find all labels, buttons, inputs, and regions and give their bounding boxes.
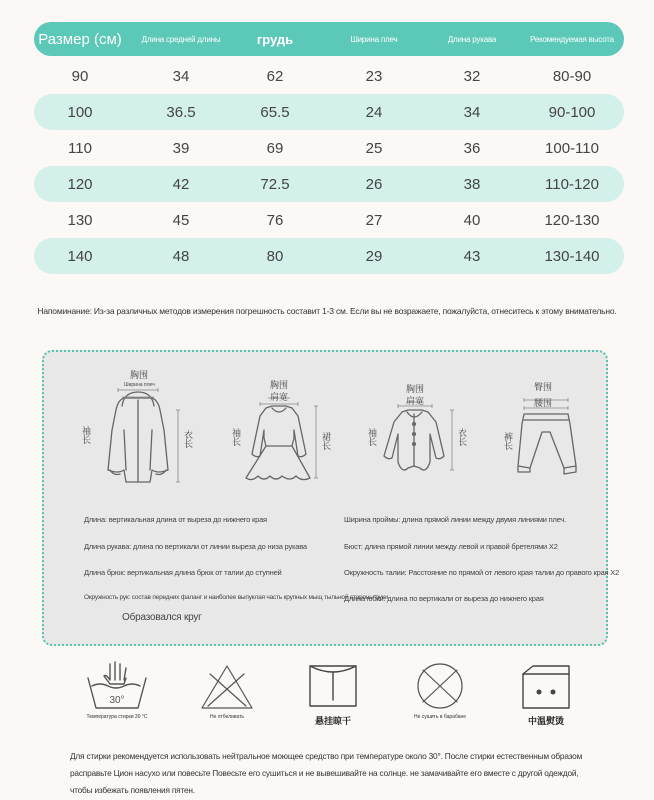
desc-armhole: Ширина проймы: длина прямой линии между двумя линиями плеч.: [344, 515, 567, 524]
cell-sleeve: 34: [463, 103, 481, 121]
chest-label: 胸围: [406, 384, 425, 394]
cell-size: 90: [71, 67, 89, 85]
table-row: [34, 58, 624, 94]
romper-diagram: [360, 370, 470, 490]
shoulder-label: Ширина плеч: [124, 382, 155, 388]
cell-sleeve: 38: [463, 175, 481, 193]
wash-instructions: Для стирки рекомендуется использовать нейтральное моющее средство при температуре около 30°. После стирки естественным образом расправьте Цион насухо или повесьте Повесьте его сушиться и не вывешивайте на солнце. не замачивайте его вместе с другой одеждой, чтобы избежать появления пятен.: [70, 751, 583, 795]
dress-diagram: [224, 370, 334, 490]
cell-shoulder: 24: [365, 103, 383, 121]
no-bleach-icon: [196, 660, 258, 712]
cell-shoulder: 29: [365, 247, 383, 265]
cell-size: 110: [68, 139, 92, 157]
cell-sleeve: 40: [463, 211, 481, 229]
shoulder-label: 肩宽: [406, 396, 425, 406]
measurement-guide: [42, 350, 620, 646]
cell-chest: 62: [266, 67, 284, 85]
table-header-row: [34, 22, 624, 56]
length-label: 衣长: [457, 428, 467, 446]
cell-shoulder: 26: [365, 175, 383, 193]
size-table: [34, 22, 624, 274]
no-tumble-dry-icon: [409, 660, 471, 712]
header-chest: грудь: [256, 31, 294, 47]
sleeve-label: 袖长: [81, 426, 91, 444]
header-length: Длина средней длины: [141, 34, 221, 44]
care-label-no-bleach: Не отбеливать: [209, 714, 245, 720]
table-row: [34, 202, 624, 238]
cell-chest: 76: [266, 211, 284, 229]
desc-skirt-length: Длина юбки: длина по вертикали от выреза до нижнего края: [344, 594, 544, 603]
desc-circle: Образовался круг: [122, 612, 202, 623]
cell-chest: 80: [266, 247, 284, 265]
length-label: 衣长: [183, 430, 193, 448]
cell-length: 48: [172, 247, 190, 265]
cell-length: 45: [172, 211, 190, 229]
jacket-diagram: [78, 370, 198, 490]
cell-height: 120-130: [544, 211, 600, 229]
care-label-no-tumble: Не сушить в барабане: [413, 714, 467, 720]
cell-length: 34: [172, 67, 190, 85]
cell-height: 80-90: [552, 67, 592, 85]
length-label: 裤长: [503, 432, 513, 450]
table-row: [34, 94, 624, 130]
desc-waist: Окружность талии: Расстояние по прямой от левого края талии до правого края X2: [344, 568, 620, 577]
table-row: [34, 166, 624, 202]
care-label-wash: Температура стирки 30 °C: [86, 714, 148, 720]
care-label-hang-dry: 悬挂晾干: [314, 716, 351, 726]
hooded-jacket-icon: [78, 370, 198, 490]
cell-size: 100: [67, 103, 93, 121]
header-shoulder: Ширина плеч: [350, 34, 398, 44]
care-no-tumble: [404, 660, 476, 720]
care-label-iron: 中温熨烫: [527, 716, 564, 726]
chest-label: 胸围: [270, 380, 289, 390]
cell-length: 42: [172, 175, 190, 193]
desc-bust: Бюст: длина прямой линии между левой и правой бретелями X2: [344, 542, 558, 551]
cell-sleeve: 32: [463, 67, 481, 85]
cell-shoulder: 27: [365, 211, 383, 229]
header-size: Размер (см): [38, 30, 122, 48]
table-row: [34, 238, 624, 274]
care-no-bleach: [192, 660, 262, 720]
cell-height: 130-140: [544, 247, 600, 265]
cell-shoulder: 23: [365, 67, 383, 85]
hip-label: 臀围: [534, 382, 553, 392]
cell-size: 130: [67, 211, 93, 229]
iron-medium-icon: [515, 660, 577, 712]
header-sleeve: Длина рукава: [447, 34, 497, 44]
desc-pants-length: Длина брюк: вертикальная длина брюк от талии до ступней: [84, 568, 282, 577]
cell-sleeve: 43: [463, 247, 481, 265]
care-iron: [514, 660, 578, 727]
cell-chest: 65.5: [260, 103, 290, 121]
cell-length: 36.5: [166, 103, 196, 121]
length-label: 裙长: [321, 432, 331, 450]
cell-sleeve: 36: [463, 139, 481, 157]
cell-chest: 72.5: [260, 175, 290, 193]
table-row: [34, 130, 624, 166]
sleeve-label: 袖长: [231, 428, 241, 446]
cell-height: 90-100: [548, 103, 596, 121]
cell-size: 140: [67, 247, 93, 265]
cell-length: 39: [172, 139, 190, 157]
cell-chest: 69: [266, 139, 284, 157]
wash-temp: 30°: [109, 695, 125, 706]
measurement-reminder: Напоминание: Из-за различных методов измерения погрешность составит 1-3 см. Если вы не возражаете, пожалуйста, отнеситесь к этому внимательно.: [37, 306, 617, 316]
cell-height: 100-110: [545, 139, 599, 157]
cell-shoulder: 25: [365, 139, 383, 157]
waist-label: 腰围: [534, 398, 553, 408]
shoulder-label: 肩宽: [270, 392, 289, 402]
cell-size: 120: [67, 175, 93, 193]
hang-dry-icon: [302, 660, 364, 712]
sleeve-label: 袖长: [367, 428, 377, 446]
care-hang-dry: [298, 660, 368, 727]
chest-label: 胸围: [130, 370, 149, 380]
desc-sleeve-length: Длина рукава: длина по вертикали от линии выреза до низа рукава: [84, 542, 307, 551]
desc-length: Длина: вертикальная длина от выреза до нижнего края: [84, 515, 267, 524]
desc-arm-circumference: Окружность рук: состав передних фаланг и наиболее выпуклая часть крупных мыщ тыльной стороны руки: [84, 594, 388, 601]
hand-wash-icon: [82, 660, 152, 712]
header-height: Рекомендуемая высота: [530, 34, 614, 44]
cell-height: 110-120: [545, 175, 599, 193]
pants-diagram: [494, 370, 594, 490]
care-wash: [72, 660, 162, 720]
